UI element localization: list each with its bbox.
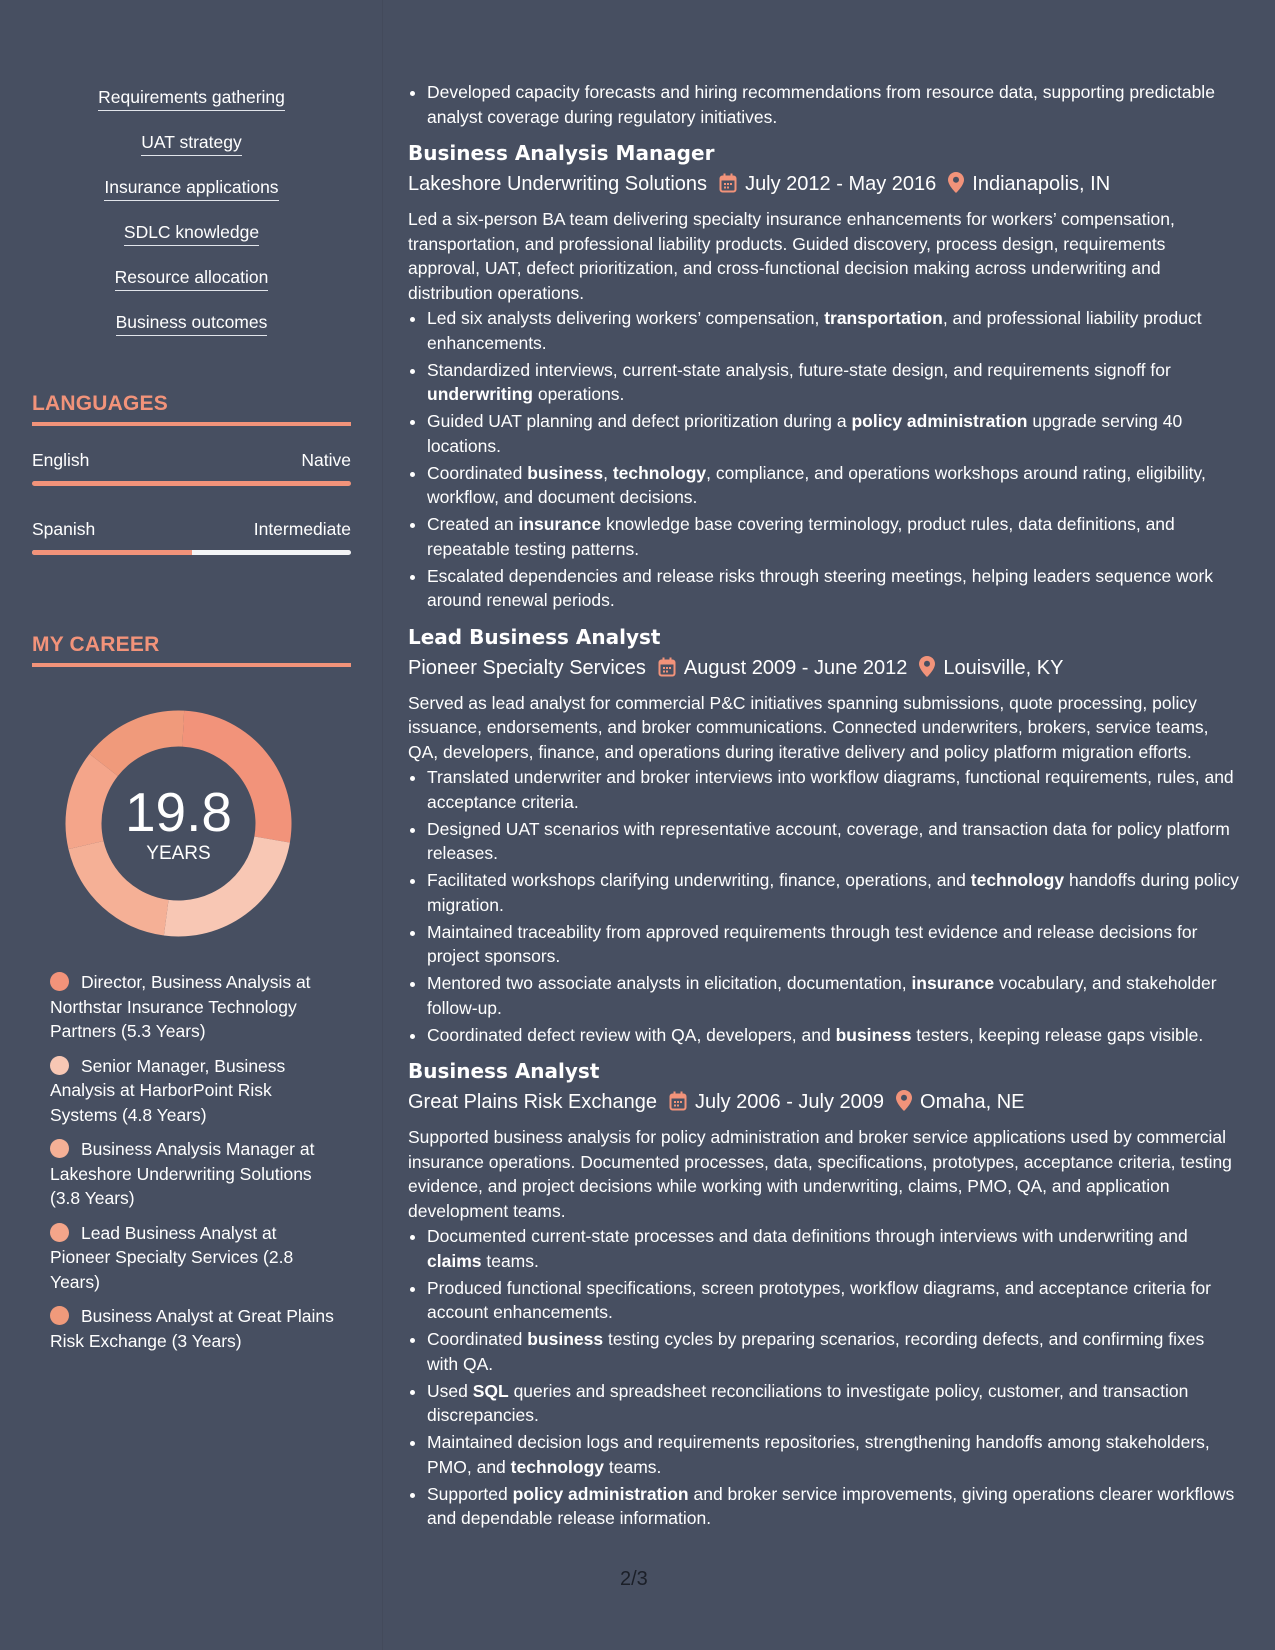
bullet-text: Facilitated workshops clarifying underwriting, finance, operations, and — [427, 870, 971, 890]
calendar-icon — [719, 172, 737, 202]
career-legend-text: Business Analysis Manager at Lakeshore Underwriting Solutions (3.8 Years) — [50, 1139, 315, 1208]
bullet-item — [427, 1327, 1240, 1376]
bullet-text: Mentored two associate analysts in elicitation, documentation, — [427, 973, 912, 993]
prior-job-bullets — [408, 80, 1240, 129]
bullet-text: Escalated dependencies and release risks through steering meetings, helping leaders sequence work around renewal periods. — [427, 565, 1214, 610]
bullet-text: and broker service improvements, giving operations clearer workflows and dependable release information. — [427, 1483, 1235, 1528]
language-name: English — [32, 450, 90, 470]
job-dates: August 2009 - June 2012 — [683, 656, 908, 679]
keyword-highlight: SQL — [472, 1380, 509, 1401]
job-company: Great Plains Risk Exchange — [408, 1091, 658, 1113]
skill-item: Business outcomes — [32, 310, 351, 355]
career-legend-item — [50, 1054, 335, 1128]
bullet-item — [427, 461, 1240, 510]
bullet-text: vocabulary, and stakeholder follow-up. — [427, 973, 1217, 1018]
keyword-highlight: transportation — [824, 308, 943, 328]
bullet-item — [427, 306, 1240, 355]
language-bar — [32, 481, 351, 486]
bullet-item — [427, 409, 1240, 458]
job-company: Pioneer Specialty Services — [408, 656, 646, 679]
legend-dot-icon — [50, 1056, 69, 1075]
job-meta — [408, 1087, 1240, 1120]
career-legend-item — [50, 1304, 335, 1353]
keyword-highlight: policy administration — [512, 1483, 689, 1504]
career-heading: MY CAREER — [32, 633, 351, 667]
career-legend-text: Business Analyst at Great Plains Risk Exchange (3 Years) — [50, 1306, 334, 1351]
bullet-item — [427, 1430, 1240, 1479]
bullet-item — [427, 817, 1240, 866]
career-legend-item — [50, 1137, 335, 1211]
language-bar-fill — [32, 481, 351, 486]
language-bar-fill — [32, 550, 192, 555]
career-legend-text: Director, Business Analysis at Northstar Insurance Technology Partners (5.3 Years) — [50, 972, 311, 1041]
job-entry — [408, 623, 1240, 1048]
bullet-text: Coordinated defect review with QA, developers, and — [427, 1024, 836, 1045]
bullet-item — [427, 1023, 1240, 1048]
legend-dot-icon — [50, 1139, 69, 1158]
bullet-text: Created an — [427, 514, 519, 534]
skill-item: Resource allocation — [32, 265, 351, 310]
bullet-text: Produced functional specifications, screen prototypes, workflow diagrams, and acceptance criteria for account enhancements. — [427, 1277, 1212, 1322]
bullet-item — [427, 358, 1240, 407]
keyword-highlight: technology — [510, 1456, 604, 1477]
job-entry — [408, 1057, 1240, 1531]
job-entry — [408, 139, 1240, 613]
bullet-item — [427, 920, 1240, 969]
bullet-text: testing cycles by preparing scenarios, recording defects, and confirming fixes with QA. — [427, 1329, 1205, 1374]
language-bar — [32, 550, 351, 555]
bullet-text: Designed UAT scenarios with representative account, coverage, and transaction data for policy platform releases. — [427, 818, 1230, 863]
experience-section — [408, 80, 1240, 1533]
skills-list — [32, 85, 351, 355]
career-legend — [50, 970, 335, 1363]
bullet-text: Maintained decision logs and requirements repositories, strengthening handoffs among stakeholders, PMO, and — [427, 1432, 1210, 1477]
page-number: 2/3 — [620, 1568, 648, 1590]
job-dates: July 2012 - May 2016 — [745, 173, 937, 195]
career-total-years: 19.8 — [124, 781, 233, 843]
job-location: Omaha, NE — [920, 1091, 1025, 1113]
job-title: Business Analyst — [408, 1059, 600, 1083]
keyword-highlight: insurance — [518, 514, 602, 534]
language-name: Spanish — [32, 519, 96, 539]
keyword-highlight: underwriting — [427, 384, 533, 404]
keyword-highlight: business — [527, 462, 604, 483]
job-location: Louisville, KY — [943, 656, 1064, 679]
career-donut-chart — [65, 710, 292, 937]
keyword-highlight: technology — [612, 462, 707, 483]
skill-item: SDLC knowledge — [32, 220, 351, 265]
keyword-highlight: policy administration — [851, 411, 1028, 431]
keyword-highlight: business — [835, 1024, 912, 1045]
language-spanish — [32, 519, 351, 540]
job-description: Supported business analysis for policy administration and broker service applications used by commercial insurance operations. Documented processes, data, specifications, prototypes, acceptance criteria, testing evidence, and project decisions while working with underwriting, claims, PMO, QA, and application development teams. — [408, 1127, 1232, 1221]
career-legend-text: Lead Business Analyst at Pioneer Specialty Services (2.8 Years) — [50, 1222, 294, 1292]
job-title: Business Analysis Manager — [408, 141, 715, 165]
bullet-item — [427, 564, 1240, 613]
job-meta — [408, 169, 1240, 202]
bullet-text: Standardized interviews, current-state analysis, future-state design, and requirements signoff for — [427, 359, 1171, 380]
keyword-highlight: business — [527, 1329, 604, 1349]
career-legend-item — [50, 970, 335, 1044]
location-pin-icon — [919, 656, 935, 686]
bullet-text: Maintained traceability from approved requirements through test evidence and release decisions for project sponsors. — [427, 921, 1198, 966]
bullet-item — [427, 1224, 1240, 1273]
location-pin-icon — [896, 1090, 912, 1120]
legend-dot-icon — [50, 972, 69, 991]
bullet-text: Translated underwriter and broker interviews into workflow diagrams, functional requirements, rules, and acceptance criteria. — [427, 767, 1234, 812]
bullet-text: , — [603, 462, 613, 483]
keyword-highlight: insurance — [911, 973, 995, 993]
bullet-item — [427, 1379, 1240, 1428]
job-bullets — [408, 1224, 1240, 1531]
location-pin-icon — [948, 172, 964, 202]
calendar-icon — [669, 1090, 687, 1120]
keyword-highlight: claims — [427, 1250, 482, 1271]
bullet-item: • Developed capacity forecasts and hiring recommendations from resource data, supporting predictable analyst coverage during regulatory initiatives. — [427, 80, 1240, 129]
skill-item: Insurance applications — [32, 175, 351, 220]
bullet-text: handoffs during policy migration. — [427, 870, 1239, 915]
legend-dot-icon — [50, 1223, 69, 1242]
job-bullets — [408, 306, 1240, 613]
language-level: Intermediate — [253, 519, 351, 539]
bullet-text: teams. — [481, 1250, 539, 1271]
bullet-item — [427, 868, 1240, 917]
languages-heading: LANGUAGES — [32, 392, 351, 426]
bullet-text: Coordinated — [427, 462, 528, 483]
career-legend-item — [50, 1221, 335, 1295]
language-level: Native — [301, 450, 351, 470]
bullet-text: upgrade serving 40 locations. — [427, 411, 1183, 456]
skill-item: UAT strategy — [32, 130, 351, 175]
job-location: Indianapolis, IN — [972, 173, 1111, 195]
job-description: Served as lead analyst for commercial P&C initiatives spanning submissions, quote processing, policy issuance, endorsements, and broker communications. Connected underwriters, brokers, service teams, QA, developers, finance, and operations during iterative delivery and policy platform migration efforts. — [408, 692, 1209, 762]
bullet-text: , compliance, and operations workshops around rating, eligibility, workflow, and document decisions. — [427, 462, 1206, 507]
bullet-text: Coordinated — [427, 1329, 528, 1349]
bullet-text: teams. — [604, 1456, 662, 1477]
job-meta — [408, 653, 1240, 686]
bullet-text: queries and spreadsheet reconciliations to investigate policy, customer, and transaction discrepancies. — [427, 1380, 1189, 1425]
bullet-text: Supported — [427, 1483, 513, 1504]
bullet-text: knowledge base covering terminology, product rules, data definitions, and repeatable testing patterns. — [427, 514, 1175, 559]
bullet-text: Used — [427, 1380, 473, 1401]
sidebar — [0, 0, 382, 1650]
legend-dot-icon — [50, 1306, 69, 1325]
bullet-item — [427, 765, 1240, 814]
bullet-item — [427, 1482, 1240, 1531]
job-description: Led a six-person BA team delivering specialty insurance enhancements for workers’ compensation, transportation, and professional liability products. Guided discovery, process design, requirements approval, UAT, defect prioritization, and cross-functional decision making across underwriting and distribution operations. — [408, 209, 1175, 303]
bullet-text: testers, keeping release gaps visible. — [911, 1024, 1204, 1045]
job-title: Lead Business Analyst — [408, 624, 661, 649]
job-company: Lakeshore Underwriting Solutions — [408, 173, 708, 195]
bullet-text: Guided UAT planning and defect prioritization during a — [427, 411, 852, 431]
bullet-item — [427, 512, 1240, 561]
bullet-item — [427, 971, 1240, 1020]
job-bullets — [408, 765, 1240, 1047]
calendar-icon — [658, 656, 676, 686]
bullet-text: Led six analysts delivering workers’ compensation, — [427, 308, 825, 328]
bullet-text: , and professional liability product enhancements. — [427, 308, 1202, 353]
skill-item: Requirements gathering — [32, 85, 351, 130]
keyword-highlight: technology — [970, 870, 1065, 890]
career-legend-text: Senior Manager, Business Analysis at HarborPoint Risk Systems (4.8 Years) — [50, 1055, 286, 1125]
bullet-text: Documented current-state processes and data definitions through interviews with underwriting and — [427, 1226, 1188, 1246]
bullet-item — [427, 1276, 1240, 1325]
jobs-list — [408, 139, 1240, 1531]
career-years-label: YEARS — [146, 843, 211, 864]
column-divider — [382, 0, 383, 1650]
job-dates: July 2006 - July 2009 — [695, 1091, 885, 1113]
bullet-text: operations. — [532, 384, 625, 404]
language-english — [32, 450, 351, 471]
